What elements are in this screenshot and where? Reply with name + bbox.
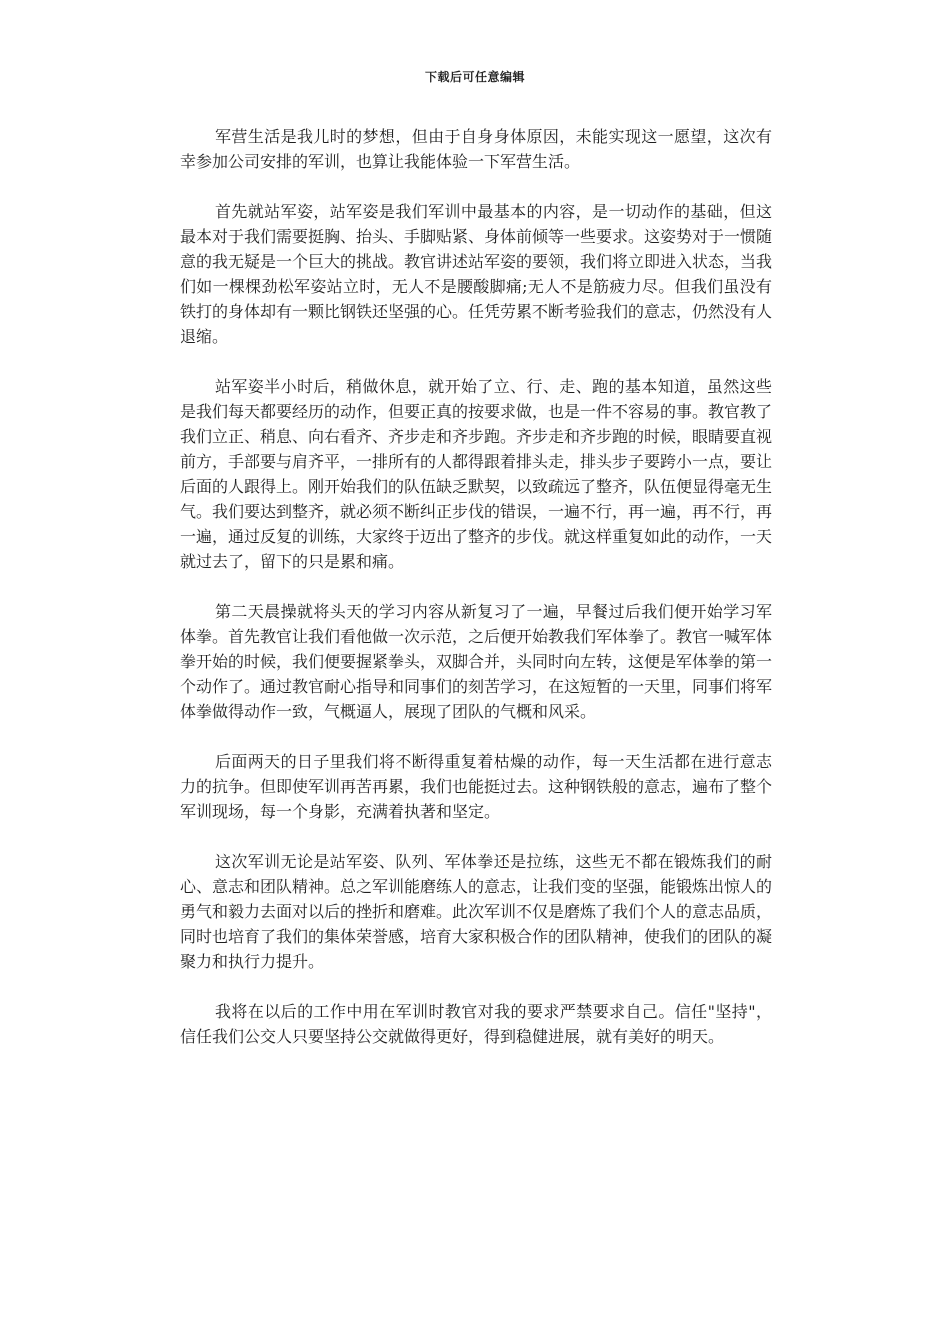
paragraph-5: 后面两天的日子里我们将不断得重复着枯燥的动作，每一天生活都在进行意志力的抗争。但即使军训再苦再累，我们也能挺过去。这种钢铁般的意志，遍布了整个军训现场，每一个身影，充满着执著和坚定。 xyxy=(180,752,773,821)
paragraph-3: 站军姿半小时后，稍做休息，就开始了立、行、走、跑的基本知道，虽然这些是我们每天都要经历的动作，但要正真的按要求做，也是一件不容易的事。教官教了我们立正、稍息、向右看齐、齐步走和齐步跑。齐步走和齐步跑的时候，眼睛要直视前方，手部要与肩齐平，一排所有的人都得跟着排头走，排头步子要跨小一点，要让后面的人跟得上。刚开始我们的队伍缺乏默契，以致疏远了整齐，队伍便显得毫无生气。我们要达到整齐，就必须不断纠正步伐的错误，一遍不行，再一遍，再不行，再一遍，通过反复的训练，大家终于迈出了整齐的步伐。就这样重复如此的动作，一天就过去了，留下的只是累和痛。 xyxy=(180,377,773,571)
document-body xyxy=(180,124,772,1074)
page-header: 下载后可任意编辑 xyxy=(424,70,525,84)
paragraph-2: 首先就站军姿，站军姿是我们军训中最基本的内容，是一切动作的基础，但这最本对于我们需要挺胸、抬头、手脚贴紧、身体前倾等一些要求。这姿势对于一惯随意的我无疑是一个巨大的挑战。教官讲述站军姿的要领，我们将立即进入状态，当我们如一棵棵劲松军姿站立时，无人不是腰酸脚痛;无人不是筋疲力尽。但我们虽没有铁打的身体却有一颗比钢铁还坚强的心。任凭劳累不断考验我们的意志，仍然没有人退缩。 xyxy=(180,202,773,346)
paragraph-7: 我将在以后的工作中用在军训时教官对我的要求严禁要求自己。信任"坚持"，信任我们公交人只要坚持公交就做得更好，得到稳健进展，就有美好的明天。 xyxy=(180,1002,772,1046)
paragraph-4: 第二天晨操就将头天的学习内容从新复习了一遍，早餐过后我们便开始学习军体拳。首先教官让我们看他做一次示范，之后便开始教我们军体拳了。教官一喊军体拳开始的时候，我们便要握紧拳头，双脚合并，头同时向左转，这便是军体拳的第一个动作了。通过教官耐心指导和同事们的刻苦学习，在这短暂的一天里，同事们将军体拳做得动作一致，气概逼人，展现了团队的气概和风采。 xyxy=(180,602,773,721)
paragraph-6: 这次军训无论是站军姿、队列、军体拳还是拉练，这些无不都在锻炼我们的耐心、意志和团队精神。总之军训能磨练人的意志，让我们变的坚强，能锻炼出惊人的勇气和毅力去面对以后的挫折和磨难。此次军训不仅是磨炼了我们个人的意志品质，同时也培育了我们的集体荣誉感，培育大家积极合作的团队精神，使我们的团队的凝聚力和执行力提升。 xyxy=(180,852,773,971)
paragraph-1: 军营生活是我儿时的梦想，但由于自身身体原因，未能实现这一愿望，这次有幸参加公司安排的军训，也算让我能体验一下军营生活。 xyxy=(180,127,772,171)
